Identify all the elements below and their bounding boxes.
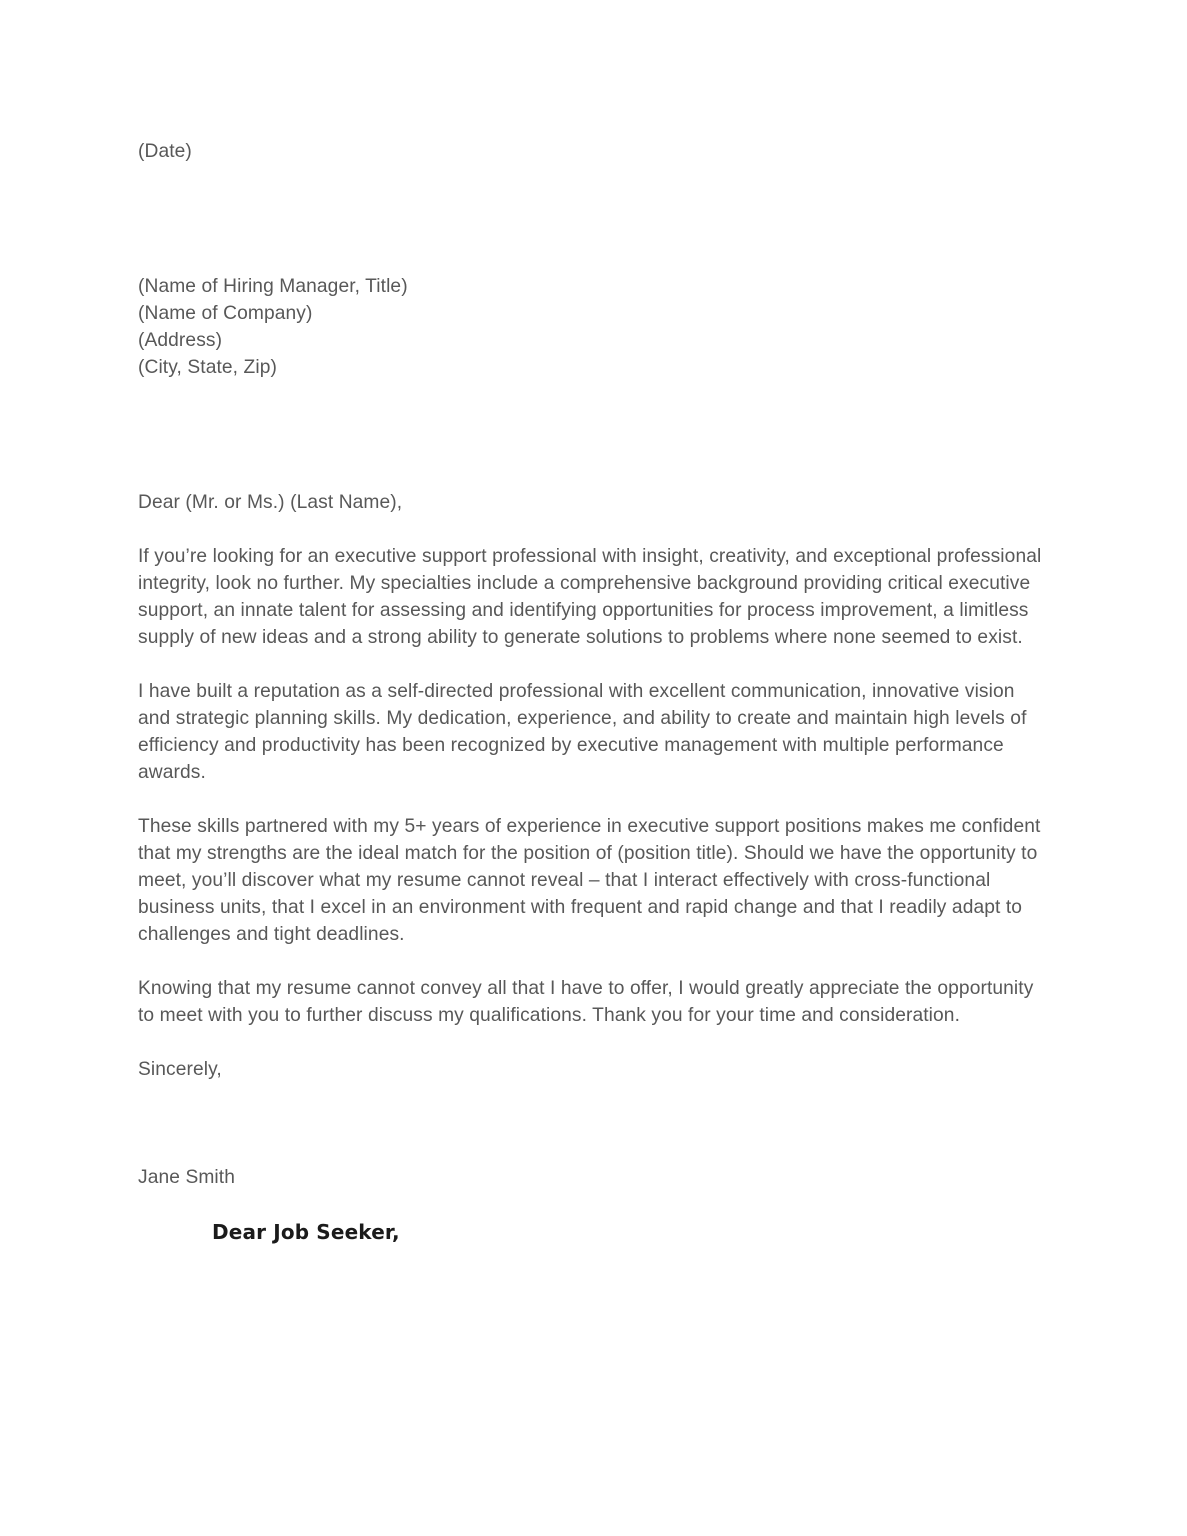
spacer-after-recipient [138,381,1046,489]
spacer-after-date [138,165,1046,273]
body-paragraph-4: Knowing that my resume cannot convey all that I have to offer, I would greatly appreciate the opportunity to meet with you to further discuss my qualifications. Thank you for your time and consideration. [138,978,1034,1026]
second-salutation: Dear Job Seeker, [212,1220,400,1244]
signature-name: Jane Smith [138,1167,235,1188]
spacer-after-signature [138,1191,1046,1218]
spacer-after-paragraph-3 [138,948,1046,975]
body-paragraph-3: These skills partnered with my 5+ years of experience in executive support positions makes me confident that my strengths are the ideal match for the position of (position title). Should we have the opportunity to meet, you’ll discover what my resume cannot reveal – that I interact effectively with cross-functional business units, that I excel in an environment with frequent and rapid change and that I readily adapt to challenges and tight deadlines. [138,816,1041,945]
salutation: Dear (Mr. or Ms.) (Last Name), [138,492,403,513]
spacer-after-paragraph-2 [138,786,1046,813]
spacer-after-paragraph-4 [138,1029,1046,1056]
recipient-line-manager: (Name of Hiring Manager, Title) [138,276,408,297]
body-paragraph-2: I have built a reputation as a self-directed professional with excellent communication, innovative vision and strategic planning skills. My dedication, experience, and ability to create and maintain high levels of efficiency and productivity has been recognized by executive management with multiple performance awards. [138,681,1027,783]
date-placeholder: (Date) [138,141,192,162]
spacer-after-salutation [138,516,1046,543]
closing-line: Sincerely, [138,1059,222,1080]
recipient-address-block [138,273,1046,381]
recipient-line-city-state-zip: (City, State, Zip) [138,357,277,378]
signature-space [138,1083,1046,1164]
spacer-after-paragraph-1 [138,651,1046,678]
recipient-line-address: (Address) [138,330,223,351]
body-paragraph-1: If you’re looking for an executive support professional with insight, creativity, and exceptional professional integrity, look no further. My specialties include a comprehensive background providing critical executive support, an innate talent for assessing and identifying opportunities for process improvement, a limitless supply of new ideas and a strong ability to generate solutions to problems where none seemed to exist. [138,546,1042,648]
letter-body [138,138,1046,1246]
recipient-line-company: (Name of Company) [138,303,313,324]
